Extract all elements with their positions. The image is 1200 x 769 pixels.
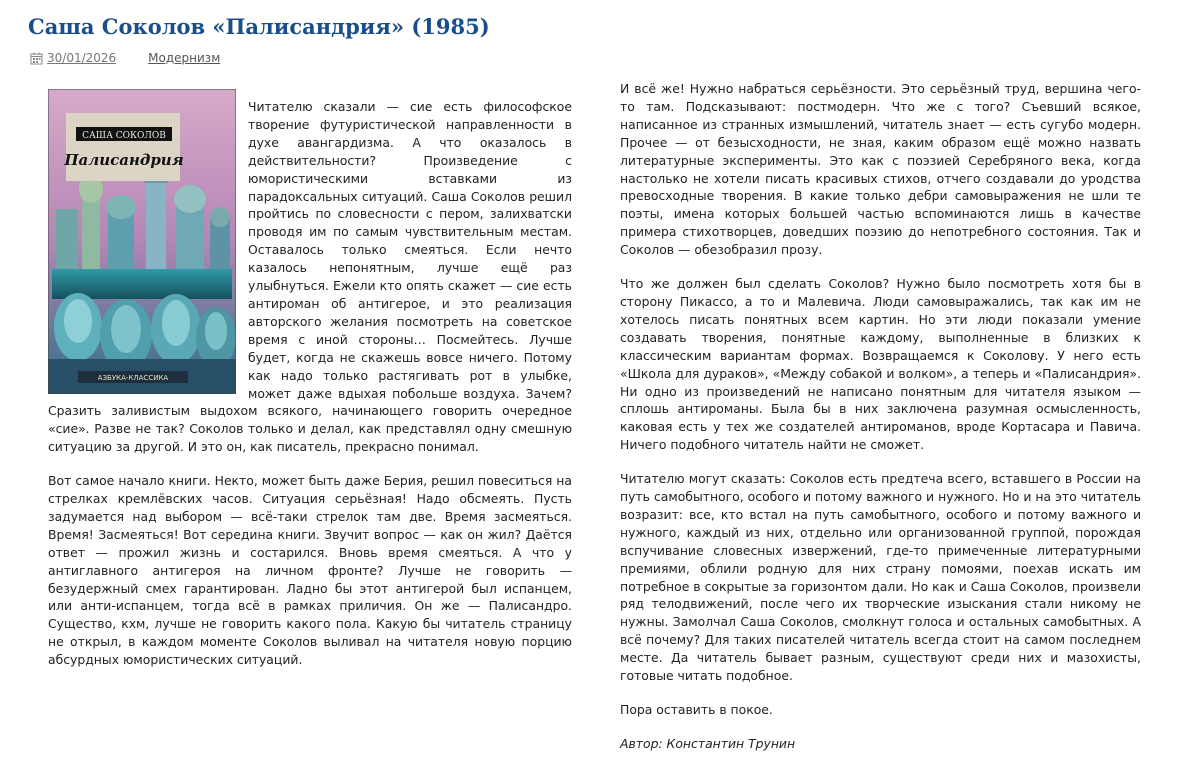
left-column — [48, 98, 572, 685]
cover-author-text: САША СОКОЛОВ — [82, 131, 166, 141]
paragraph: Пора оставить в покое. — [620, 702, 773, 717]
article-title: Саша Соколов «Палисандрия» (1985) — [28, 14, 490, 39]
paragraph: Читателю могут сказать: Соколов есть предтеча всего, вставшего в России на путь самобытного, особого и потому важного и нужного. Но и на это читатель возразит: все, кто встал на путь самобытного, особого и потому важного и нужного, каждый из них, отдельно или организованной группой, порождая вспучивание словесных извержений, где-то примеченные литературными премиями, облили родную для них страну помоями, поехав искать им потребное в сокрытые за горизонтом дали. Но как и Саша Соколов, произвели ряд телодвижений, после чего их творческие изыскания стали никому не нужны. Замолчал Саша Соколов, смолкнут голоса и остальных самобытных. А всё почему? Для таких писателей читатель всегда стоит на самом последнем месте. Да читатель бывает разным, существуют среди них и мазохисты, готовые читать подобное. — [620, 471, 1141, 684]
author-signature: Автор: Константин Трунин — [620, 735, 796, 751]
paragraph: Что же должен был сделать Соколов? Нужно было посмотреть хотя бы в сторону Пикассо, а то и Малевича. Люди самовыражались, так как им не хотелось писать понятных всем картин. Но эти люди показали умение создавать творения, понятные каждому, выполненные в близких к классическим вариантам формах. Возвращаемся к Соколову. У него есть «Школа для дураков», «Между собакой и волком», а теперь и «Палисандрия». Ни одно из произведений не написано понятным для читателя языком — сплошь антироманы. Была бы в них заключена разумная осмысленность, каковая есть у тех же создателей антироманов, вроде Кортасара и Павича. Ничего подобного читатель найти не сможет. — [620, 276, 1141, 453]
paragraph: Читателю сказали — сие есть философское творение футуристической направленности в духе авангардизма. А что оказалось в действительности? Произведение с юмористическими вставками из парадоксальных ситуаций. Саша Соколов решил пройтись по словесности с пером, залихватски проводя им по самым чувствительным местам. Оставалось только смеяться. Если нечто казалось непонятным, лучше ещё раз улыбнуться. Ежели кто опять скажет — сие есть антироман об антигерое, и это реализация авторского желания посмотреть на советское время с иной стороны… Посмейтесь. Лучше будет, когда не скажешь вовсе ничего. Потому как надо только растягивать рот в улыбке, может даже вдыхая побольше воздуха. Зачем? Сразить заливистым выдохом всякого, начинающего говорить очередное «сие». Разве не так? Соколов только и делал, как представлял одну смешную ситуацию за другой. И это он, как писатель, прекрасно понимал. — [48, 99, 572, 455]
paragraph: Вот самое начало книги. Некто, может быть даже Берия, решил повеситься на стрелках кремлёвских часов. Ситуация серьёзная! Надо обсмеять. Пусть задумается над выбором — всё-таки стрелок там две. Время засмеяться. Время! Засмеяться! Вот середина книги. Звучит вопрос — как он жил? Даётся ответ — прожил жизнь и состарился. Вновь время смеяться. А что у антиглавного антигероя на личном фронте? Лучше не говорить — безудержный смех гарантирован. Ладно бы этот антигерой был испанцем, или анти-испанцем, тогда всё в рамках приличия. Он же — Палисандро. Существо, кхм, лучше не говорить какого пола. Какую бы читатель страницу не открыл, в каждом моменте Соколов выливал на читателя новую порцию абсурдных юмористических ситуаций. — [48, 473, 572, 668]
cover-title-text: Палисандрия — [64, 151, 184, 169]
post-date-link[interactable]: 30/01/2026 — [47, 51, 117, 65]
category-link[interactable]: Модернизм — [148, 51, 221, 65]
book-cover-image[interactable] — [48, 89, 236, 394]
right-column — [620, 80, 1141, 769]
calendar-icon — [30, 52, 43, 65]
paragraph: И всё же! Нужно набраться серьёзности. Это серьёзный труд, вершина чего-то там. Подсказывают: постмодерн. Что же с того? Съевший всякое, написанное из странных измышлений, читатель знает — есть сугубо модерн. Прочее — от безысходности, не зная, каким образом ещё можно назвать литературные эксперименты. Это как с поэзией Серебряного века, когда настолько не хотели писать красивых стихов, отчего создавали до уродства превосходные творения. В какие только дебри самовыражения не шли те поэты, имена которых большей частью вспоминаются лишь в качестве примера стихотворцев, доведших поэзию до непотребного состояния. Так и Соколов — обезобразил прозу. — [620, 81, 1141, 258]
post-meta — [30, 51, 220, 65]
cover-series-text: АЗБУКА-КЛАССИКА — [97, 374, 169, 382]
